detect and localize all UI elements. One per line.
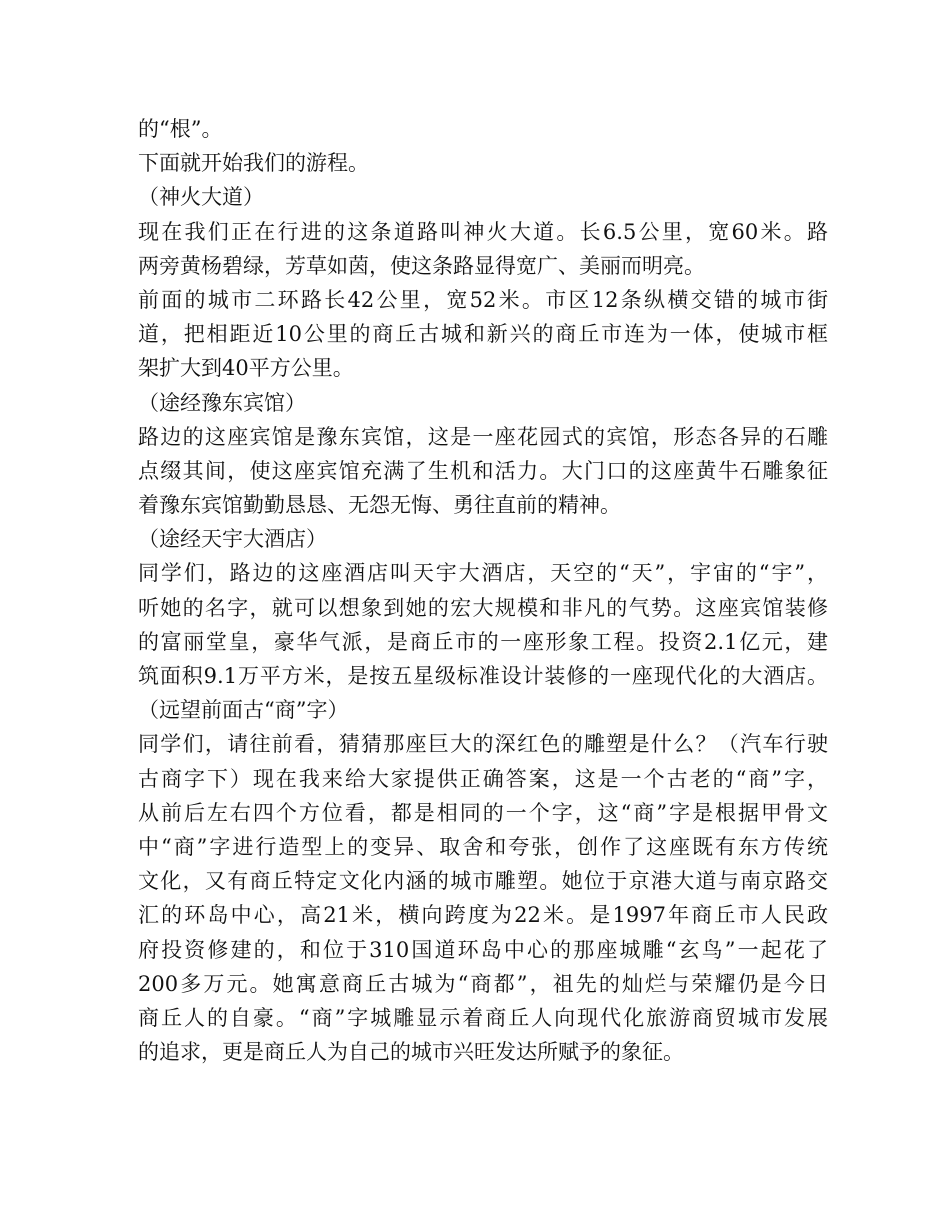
text-line: 道，把相距近10公里的商丘古城和新兴的商丘市连为一体，使城市框 <box>138 322 828 347</box>
text-line: 同学们，路边的这座酒店叫天宇大酒店，天空的“天”，宇宙的“宇”， <box>138 561 828 586</box>
text-line: 着豫东宾馆勤勤恳恳、无怨无悔、勇往直前的精神。 <box>138 493 621 518</box>
text-line: 筑面积9.1万平方米，是按五星级标准设计装修的一座现代化的大酒店。 <box>138 664 828 688</box>
text-line: 前面的城市二环路长42公里，宽52米。市区12条纵横交错的城市街 <box>138 287 828 312</box>
text-line: 的富丽堂皇，豪华气派，是商丘市的一座形象工程。投资2.1亿元，建 <box>138 629 828 654</box>
text-line: 200多万元。她寓意商丘古城为“商都”，祖先的灿烂与荣耀仍是今日 <box>138 971 828 996</box>
text-line: 现在我们正在行进的这条道路叫神火大道。长6.5公里，宽60米。路 <box>138 219 828 244</box>
text-line: 商丘人的自豪。“商”字城雕显示着商丘人向现代化旅游商贸城市发展 <box>138 1005 828 1030</box>
text-line: 听她的名字，就可以想象到她的宏大规模和非凡的气势。这座宾馆装修 <box>138 595 828 620</box>
text-line: （途经豫东宾馆） <box>138 390 306 415</box>
text-line: 府投资修建的，和位于310国道环岛中心的那座城雕“玄鸟”一起花了 <box>138 937 828 962</box>
text-line: 文化，又有商丘特定文化内涵的城市雕塑。她位于京港大道与南京路交 <box>138 869 828 894</box>
document-body <box>138 112 828 1069</box>
text-line: 下面就开始我们的游程。 <box>138 151 369 176</box>
text-line: 汇的环岛中心，高21米，横向跨度为22米。是1997年商丘市人民政 <box>138 903 828 928</box>
text-line: 两旁黄杨碧绿，芳草如茵，使这条路显得宽广、美丽而明亮。 <box>138 253 705 278</box>
text-line: 路边的这座宾馆是豫东宾馆，这是一座花园式的宾馆，形态各异的石雕 <box>138 424 828 449</box>
text-line: 同学们，请往前看，猜猜那座巨大的深红色的雕塑是什么？（汽车行驶 <box>138 732 828 757</box>
text-line: 架扩大到40平方公里。 <box>138 356 354 381</box>
text-line: 从前后左右四个方位看，都是相同的一个字，这“商”字是根据甲骨文 <box>138 800 828 825</box>
text-line: （远望前面古“商”字） <box>138 698 349 723</box>
text-line: （途经天宇大酒店） <box>138 527 327 552</box>
text-line: 点缀其间，使这座宾馆充满了生机和活力。大门口的这座黄牛石雕象征 <box>138 458 828 483</box>
text-line: 的“根”。 <box>138 117 223 141</box>
text-line: （神火大道） <box>138 185 264 210</box>
text-line: 的追求，更是商丘人为自己的城市兴旺发达所赋予的象征。 <box>138 1040 684 1065</box>
text-line: 古商字下）现在我来给大家提供正确答案，这是一个古老的“商”字， <box>138 766 828 791</box>
text-line: 中“商”字进行造型上的变异、取舍和夸张，创作了这座既有东方传统 <box>138 834 828 859</box>
